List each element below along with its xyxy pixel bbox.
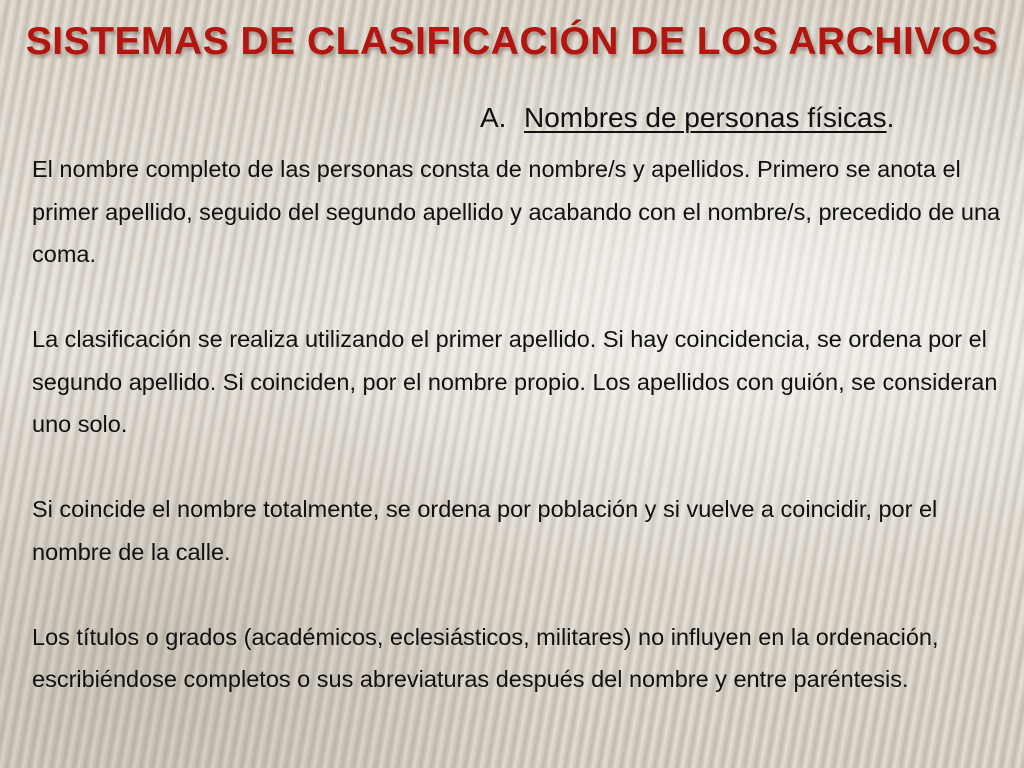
paragraph-name-order: El nombre completo de las personas consta de nombre/s y apellidos. Primero se anota el primer apellido, seguido del segundo apellido y acabando con el nombre/s, precedido de una coma. (32, 156, 1001, 267)
section-heading-text: Nombres de personas físicas (524, 102, 887, 133)
slide-title: SISTEMAS DE CLASIFICACIÓN DE LOS ARCHIVOS (25, 20, 999, 63)
paragraph-classification-rules: La clasificación se realiza utilizando el primer apellido. Si hay coincidencia, se ordena por el segundo apellido. Si coinciden, por el nombre propio. Los apellidos con guión, se consideran uno solo. (32, 326, 998, 437)
section-marker: A. (480, 102, 507, 133)
section-heading (480, 102, 894, 134)
paragraph-titles-degrees: Los títulos o grados (académicos, eclesiásticos, militares) no influyen en la ordenación, escribiéndose completos o sus abreviaturas después del nombre y entre paréntesis. (32, 623, 939, 692)
section-heading-period: . (886, 102, 895, 133)
slide-body (32, 148, 1002, 701)
paragraph-identical-names: Si coincide el nombre totalmente, se ordena por población y si vuelve a coincidir, por el nombre de la calle. (32, 496, 938, 565)
